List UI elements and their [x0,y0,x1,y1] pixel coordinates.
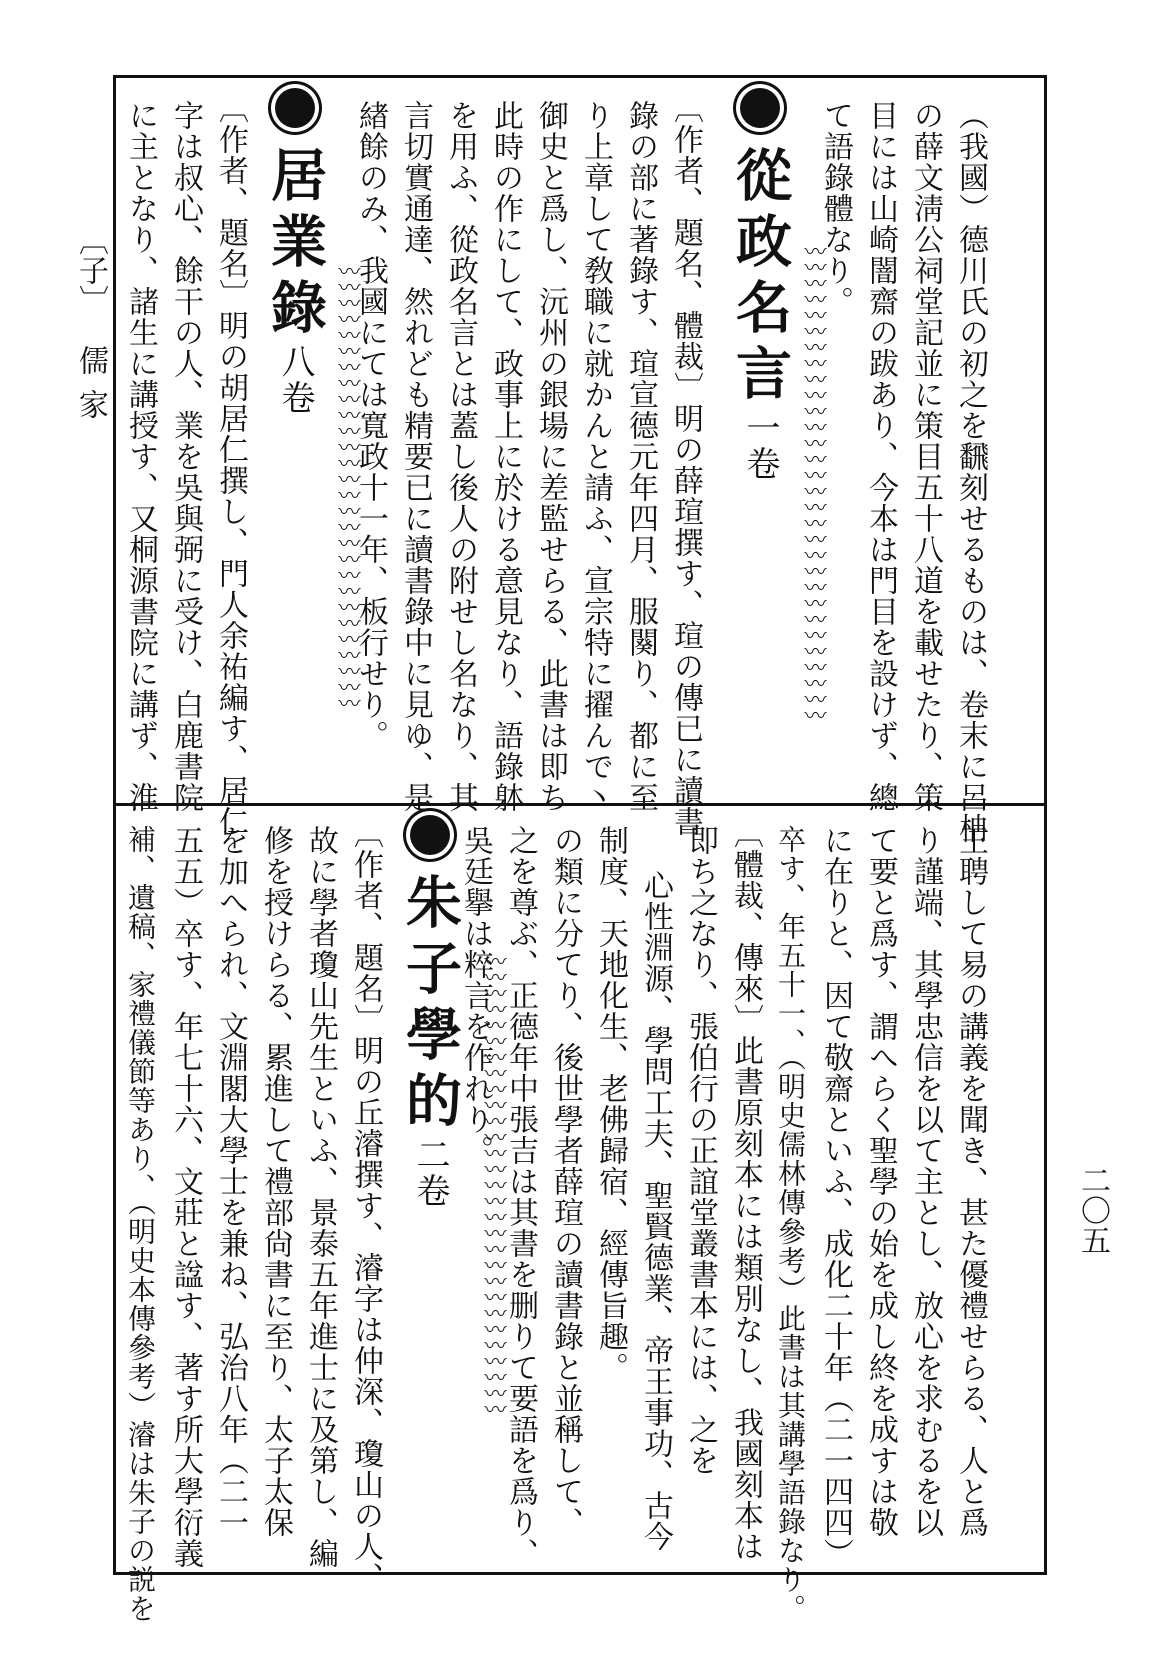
intro-col-2: の薛文淸公祠堂記並に策目五十八道を載せたり、策 [908,100,943,813]
intro-col-1: （我國）德川氏の初之を飜刻せるものは、卷末に呂柟 [953,100,988,844]
page-number: 二〇五 [1075,1165,1110,1255]
bullet-icon [410,815,450,855]
body2-cont-col-6: 〔體裁、傳來〕此書原刻本には類別なし、我國刻本は [728,818,763,1562]
body2-cont-col-11: 之を尊ぶ、正德年中張吉は其書を删りて要語を爲り、 [503,825,538,1569]
body1-col-5: 此時の作にして、政事上に於ける意見なり、語錄躰 [488,100,523,813]
body2-cont-col-3: て要と爲す、謂へらく聖學の始を成し終を成すは敬 [863,825,898,1538]
body2-col-2: 字は叔心、餘干の人、業を吳與弼に受け、白鹿書院 [168,100,203,813]
section-title-1 [727,88,793,482]
body3-col-2: 故に學者瓊山先生といふ、景泰五年進士に及第し、編 [303,825,338,1569]
title-volume: 八卷 [275,344,315,416]
body3-col-3: 修を授けらる、累進して禮部尙書に至り、太子太保 [258,825,293,1538]
intro-col-4: て語錄體なり。 [818,100,853,317]
separator-3: 〰〰〰〰〰〰〰〰〰〰〰〰〰〰〰〰〰〰〰〰〰〰〰〰〰〰〰〰〰 [481,950,506,1414]
body3-col-4: を加へられ、文淵閣大學士を兼ね、弘治八年（二一 [213,825,248,1538]
body1-col-2: 錄の部に著錄す、瑄宣德元年四月、服闋り、都に至 [623,100,658,813]
title-volume: 一卷 [740,410,780,482]
section-label: 〔子〕 [73,225,108,315]
intro-col-3: 目には山崎闇齋の跋あり、今本は門目を設けず、總 [863,100,898,813]
body1-col-3: り上章して敎職に就かんと請ふ、宣宗特に擢んで丶 [578,100,613,813]
title-text: 居業錄 [262,146,328,344]
body2-cont-col-8: 心性淵源、學問工夫、聖賢德業、帝王事功、古今 [638,870,673,1552]
separator-1: 〰〰〰〰〰〰〰〰〰〰〰〰〰〰〰〰〰〰〰〰〰〰〰〰〰〰〰〰〰〰 [801,240,826,720]
body3-col-1: 〔作者、題名〕明の丘濬撰す、濬字は仲深、瓊山の人、 [348,818,383,1593]
body1-col-1: 〔作者、題名、體裁〕明の薛瑄撰す、瑄の傳已に讀書 [668,93,703,837]
body3-col-6: 補、遺稿、家禮儀節等あり、（明史本傳參考）濬は朱子の説を [124,825,157,1623]
body2-cont-col-5: 卒す、年五十一、（明史儒林傳參考）此書は其講學語錄なり。 [774,825,807,1623]
title-volume: 二卷 [410,1137,450,1209]
body3-col-5: 五五）卒す、年七十六、文莊と諡す、著す所大學衍義 [168,825,203,1569]
body2-cont-col-9: 制度、天地化生、老佛歸宿、經傳旨趣。 [593,825,628,1383]
title-text: 從政名言 [727,146,793,410]
body2-cont-col-10: の類に分てり、後世學者薛瑄の讀書錄と並稱して、 [548,825,583,1538]
body1-col-4: 御史と爲し、沅州の銀場に差監せらる、此書は即ち [533,100,568,813]
body2-cont-col-7: 即ち之なり、張伯行の正誼堂叢書本には、之を [683,825,718,1476]
section-title-3 [397,815,463,1209]
category-label: 儒家 [73,345,108,433]
body2-col-1: 〔作者、題名〕明の胡居仁撰し、門人余祐編す、居仁 [213,93,248,837]
bullet-icon [740,88,780,128]
body1-col-7: 言切實通達、然れども精要已に讀書錄中に見ゆ、是 [398,100,433,813]
body2-cont-col-4: に在りと、因て敬齋といふ、成化二十年（二一四四） [818,825,853,1569]
body1-col-6: を用ふ、從政名言とは蓋し後人の附せし名なり、其 [443,100,478,813]
section-title-2 [262,88,328,416]
bullet-icon [275,88,315,128]
body2-col-3: に主となり、諸生に講授す、又桐源書院に講ず、淮 [123,100,158,813]
body2-cont-col-2: り謹端、其學忠信を以て主とし、放心を求むるを以 [908,825,943,1538]
separator-2: 〰〰〰〰〰〰〰〰〰〰〰〰〰〰〰〰〰〰〰〰〰〰〰〰〰〰〰〰 [335,260,360,708]
body2-cont-col-12: 吳廷擧は粹言を作れり。 [458,825,493,1166]
body2-cont-col-1: 王聘して易の講義を聞き、甚た優禮せらる、人と爲 [953,825,988,1538]
body1-col-8: 緖餘のみ、我國にては寬政十一年、板行せり。 [353,100,388,751]
title-text: 朱子學的 [397,873,463,1137]
